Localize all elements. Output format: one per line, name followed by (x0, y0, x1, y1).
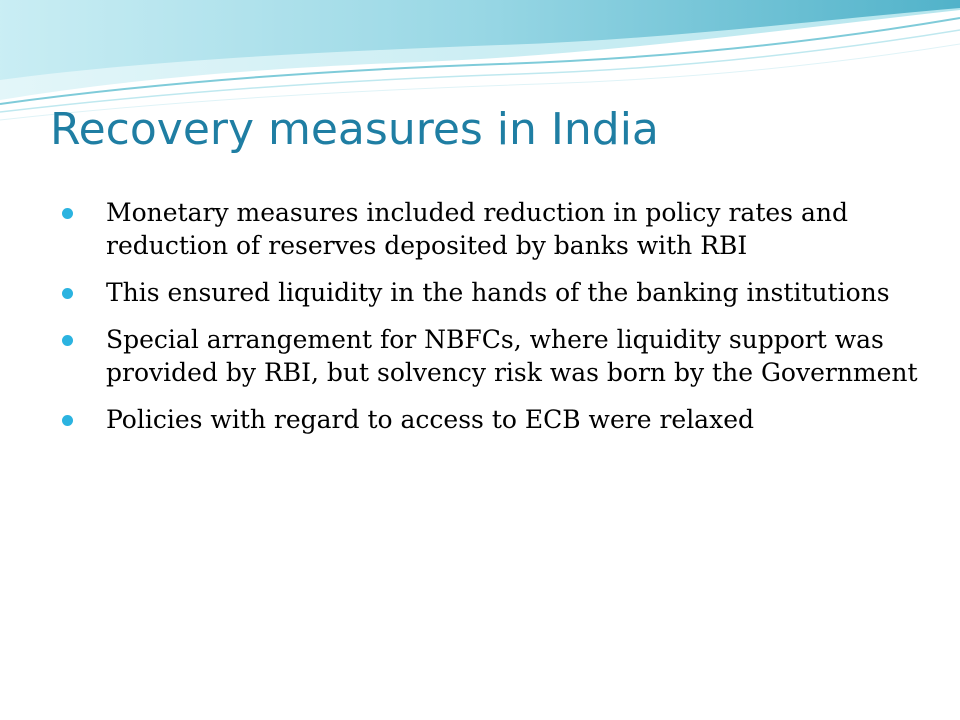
bullet-dot-icon (62, 208, 73, 219)
bullet-item (62, 276, 922, 309)
bullet-dot-icon (62, 288, 73, 299)
bullet-item (62, 196, 922, 262)
bullet-list (62, 196, 922, 450)
bullet-dot-icon (62, 415, 73, 426)
bullet-text: Monetary measures included reduction in policy rates and reduction of reserves deposited by banks with RBI (106, 198, 848, 260)
slide-title: Recovery measures in India (50, 104, 659, 155)
bullet-text: Special arrangement for NBFCs, where liquidity support was provided by RBI, but solvency risk was born by the Government (106, 325, 918, 387)
bullet-item (62, 403, 922, 436)
bullet-text: This ensured liquidity in the hands of the banking institutions (106, 278, 890, 307)
bullet-text: Policies with regard to access to ECB were relaxed (106, 405, 754, 434)
bullet-dot-icon (62, 335, 73, 346)
bullet-item (62, 323, 922, 389)
